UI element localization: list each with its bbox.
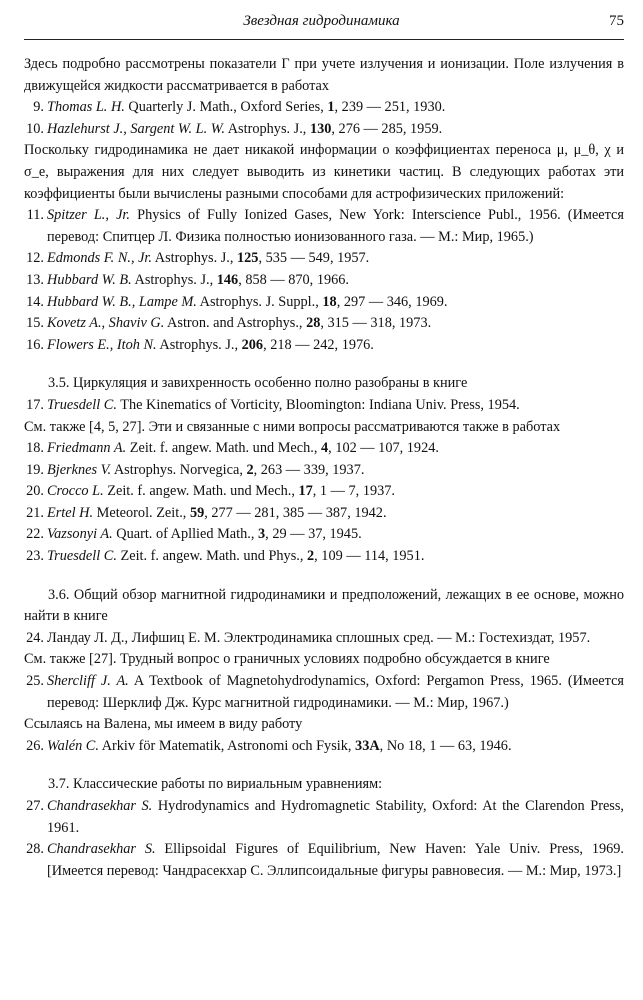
reference-entry bbox=[24, 97, 624, 119]
reference-pages: , No 18, 1 — 63, 1946. bbox=[379, 737, 512, 754]
reference-source: Hydrodynamics and Hydromagnetic Stability, Oxford: At the Clarendon Press, 1961. bbox=[47, 798, 624, 836]
reference-volume: 28 bbox=[306, 315, 321, 332]
reference-author: Ertel H. bbox=[47, 504, 94, 521]
reference-entry bbox=[24, 628, 624, 650]
running-header-title: Звездная гидродинамика bbox=[243, 13, 400, 29]
reference-source: Meteorol. Zeit., bbox=[93, 504, 190, 521]
reference-pages: , 263 — 339, 1937. bbox=[253, 461, 365, 478]
reference-volume: 2 bbox=[246, 461, 254, 478]
reference-number: 20. bbox=[26, 483, 44, 500]
reference-25 bbox=[24, 671, 624, 714]
see-also-paragraph-3-6: См. также [27]. Трудный вопрос о граничных условиях подробно обсуждается в книге bbox=[24, 651, 550, 668]
walen-note: Ссылаясь на Валена, мы имеем в виду работу bbox=[24, 716, 303, 733]
reference-list-c bbox=[24, 438, 624, 568]
reference-source: Quarterly J. Math., Oxford Series, bbox=[124, 99, 328, 116]
reference-source: Astrophys. J. Suppl., bbox=[196, 293, 323, 310]
reference-source: Arkiv för Matematik, Astronomi och Fysik, bbox=[98, 737, 356, 754]
reference-number: 9. bbox=[33, 99, 44, 116]
reference-author: Hubbard W. B., Lampe M. bbox=[47, 293, 197, 310]
reference-pages: , 858 — 870, 1966. bbox=[238, 271, 349, 288]
reference-entry bbox=[24, 335, 624, 357]
reference-pages: , 239 — 251, 1930. bbox=[334, 99, 446, 116]
reference-volume: 1 bbox=[327, 99, 335, 116]
reference-list-a bbox=[24, 97, 624, 140]
reference-author: Kovetz A., Shaviv G. bbox=[47, 315, 165, 332]
transport-paragraph: Поскольку гидродинамика не дает никакой информации о коэффициентах переноса μ, μ_θ, χ и σ_e, выражения для них следует выводить из кинетики частиц. В следующих работах эти коэффициенты были вычислены разными способами для астрофизических приложений: bbox=[24, 142, 624, 202]
reference-number: 15. bbox=[26, 315, 44, 332]
reference-number: 19. bbox=[26, 461, 44, 478]
reference-author: Chandrasekhar S. bbox=[47, 841, 156, 858]
reference-source: Quart. of Apllied Math., bbox=[112, 526, 259, 543]
reference-author: Truesdell C. bbox=[47, 548, 117, 565]
reference-list-b bbox=[24, 205, 624, 356]
intro-paragraph: Здесь подробно рассмотрены показатели Γ при учете излучения и ионизации. Поле излучения в движущейся жидкости рассматривается в работах bbox=[24, 56, 624, 94]
reference-number: 26. bbox=[26, 737, 44, 754]
reference-entry bbox=[24, 460, 624, 482]
reference-pages: , 297 — 346, 1969. bbox=[336, 293, 448, 310]
reference-source: Astrophys. Norvegica, bbox=[111, 461, 247, 478]
reference-source: A Textbook of Magnetohydrodynamics, Oxford: Pergamon Press, 1965. (Имеется перевод: Шерклиф Дж. Курс магнитной гидродинамики. — М.: Мир, 1967.) bbox=[47, 673, 625, 711]
reference-source: Astrophys. J., bbox=[131, 271, 217, 288]
reference-17 bbox=[24, 395, 624, 417]
reference-entry bbox=[24, 438, 624, 460]
reference-source: The Kinematics of Vorticity, Bloomington: Indiana Univ. Press, 1954. bbox=[116, 396, 520, 413]
reference-volume: 206 bbox=[241, 336, 264, 353]
reference-source: Physics of Fully Ionized Gases, New York: Interscience Publ., 1956. (Имеется перевод: Спитцер Л. Физика полностью ионизованного газа. — М.: Мир, 1965.) bbox=[47, 207, 624, 245]
reference-entry bbox=[24, 292, 624, 314]
reference-pages: , 102 — 107, 1924. bbox=[328, 440, 439, 457]
reference-number: 24. bbox=[26, 629, 44, 646]
reference-source: Ландау Л. Д., Лифшиц Е. М. Электродинамика сплошных сред. — М.: Гостехиздат, 1957. bbox=[47, 629, 591, 646]
reference-entry bbox=[24, 546, 624, 568]
section-3-7-heading: 3.7. Классические работы по вириальным уравнениям: bbox=[48, 776, 383, 793]
reference-author: Walén C. bbox=[47, 737, 99, 754]
reference-author: Vazsonyi A. bbox=[47, 526, 113, 543]
reference-number: 21. bbox=[26, 504, 44, 521]
reference-pages: , 277 — 281, 385 — 387, 1942. bbox=[204, 504, 387, 521]
reference-entry bbox=[24, 481, 624, 503]
reference-author: Bjerknes V. bbox=[47, 461, 112, 478]
reference-number: 28. bbox=[26, 841, 44, 858]
reference-pages: , 315 — 318, 1973. bbox=[320, 315, 432, 332]
reference-volume: 18 bbox=[322, 293, 337, 310]
reference-list-d bbox=[24, 796, 624, 882]
reference-number: 27. bbox=[26, 798, 44, 814]
reference-author: Spitzer L., Jr. bbox=[47, 207, 130, 224]
reference-volume: 17 bbox=[298, 483, 313, 500]
reference-entry bbox=[24, 796, 624, 839]
reference-entry bbox=[24, 119, 624, 141]
reference-pages: , 535 — 549, 1957. bbox=[258, 250, 370, 267]
reference-entry bbox=[24, 395, 624, 417]
reference-pages: , 218 — 242, 1976. bbox=[263, 336, 374, 353]
reference-number: 22. bbox=[26, 526, 44, 543]
reference-volume: 2 bbox=[307, 548, 315, 565]
reference-volume: 59 bbox=[189, 504, 205, 521]
reference-source: Ellipsoidal Figures of Equilibrium, New Haven: Yale Univ. Press, 1969. [Имеется перевод: Чандрасекхар С. Эллипсоидальные фигуры равновесия. — М.: Мир, 1973.] bbox=[47, 841, 624, 879]
reference-number: 25. bbox=[26, 673, 44, 690]
reference-author: Chandrasekhar S. bbox=[47, 798, 153, 814]
reference-volume: 130 bbox=[309, 120, 332, 137]
reference-number: 18. bbox=[26, 440, 44, 457]
reference-entry bbox=[24, 839, 624, 882]
reference-source: Astrophys. J., bbox=[156, 336, 242, 353]
reference-entry bbox=[24, 313, 624, 335]
header-rule bbox=[24, 39, 624, 40]
reference-author: Friedmann A. bbox=[47, 440, 127, 457]
reference-source: Astrophys. J., bbox=[224, 120, 310, 137]
reference-entry bbox=[24, 205, 624, 248]
reference-number: 11. bbox=[26, 207, 44, 224]
reference-author: Hubbard W. B. bbox=[47, 271, 132, 288]
see-also-paragraph-3-5: См. также [4, 5, 27]. Эти и связанные с ними вопросы рассматриваются также в работах bbox=[24, 418, 561, 435]
page-number: 75 bbox=[609, 13, 624, 29]
reference-number: 10. bbox=[26, 120, 44, 137]
section-3-5-heading: 3.5. Циркуляция и завихренность особенно полно разобраны в книге bbox=[48, 375, 468, 392]
reference-26 bbox=[24, 736, 624, 758]
reference-entry bbox=[24, 248, 624, 270]
reference-author: Truesdell C. bbox=[47, 396, 117, 413]
reference-24 bbox=[24, 628, 624, 650]
reference-author: Shercliff J. A. bbox=[47, 673, 129, 690]
reference-number: 16. bbox=[26, 336, 44, 353]
reference-author: Thomas L. H. bbox=[47, 99, 125, 116]
reference-number: 14. bbox=[26, 293, 44, 310]
reference-source: Zeit. f. angew. Math. und Mech., bbox=[126, 440, 321, 457]
reference-author: Flowers E., Itoh N. bbox=[47, 336, 157, 353]
reference-number: 17. bbox=[26, 396, 44, 413]
reference-pages: , 109 — 114, 1951. bbox=[314, 548, 425, 565]
reference-pages: , 29 — 37, 1945. bbox=[265, 526, 362, 543]
reference-pages: , 1 — 7, 1937. bbox=[312, 483, 395, 500]
reference-source: Astron. and Astrophys., bbox=[164, 315, 307, 332]
reference-volume: 3 bbox=[258, 526, 266, 543]
reference-volume: 146 bbox=[216, 271, 239, 288]
reference-volume: 33A bbox=[355, 737, 380, 754]
reference-number: 23. bbox=[26, 548, 44, 565]
reference-pages: , 276 — 285, 1959. bbox=[331, 120, 443, 137]
page-body bbox=[24, 54, 624, 882]
reference-entry bbox=[24, 671, 624, 714]
reference-source: Zeit. f. angew. Math. und Mech., bbox=[103, 483, 299, 500]
reference-author: Edmonds F. N., Jr. bbox=[47, 250, 152, 267]
reference-source: Zeit. f. angew. Math. und Phys., bbox=[116, 548, 307, 565]
reference-number: 13. bbox=[26, 271, 44, 288]
reference-entry bbox=[24, 524, 624, 546]
reference-source: Astrophys. J., bbox=[152, 250, 237, 267]
reference-entry bbox=[24, 503, 624, 525]
reference-volume: 4 bbox=[320, 440, 329, 457]
reference-entry bbox=[24, 736, 624, 758]
reference-entry bbox=[24, 270, 624, 292]
reference-volume: 125 bbox=[237, 250, 259, 267]
section-3-6-heading: 3.6. Общий обзор магнитной гидродинамики и предположений, лежащих в ее основе, можно найти в книге bbox=[24, 586, 624, 625]
reference-author: Crocco L. bbox=[47, 483, 104, 500]
reference-number: 12. bbox=[26, 250, 44, 267]
reference-author: Hazlehurst J., Sargent W. L. W. bbox=[47, 120, 225, 137]
